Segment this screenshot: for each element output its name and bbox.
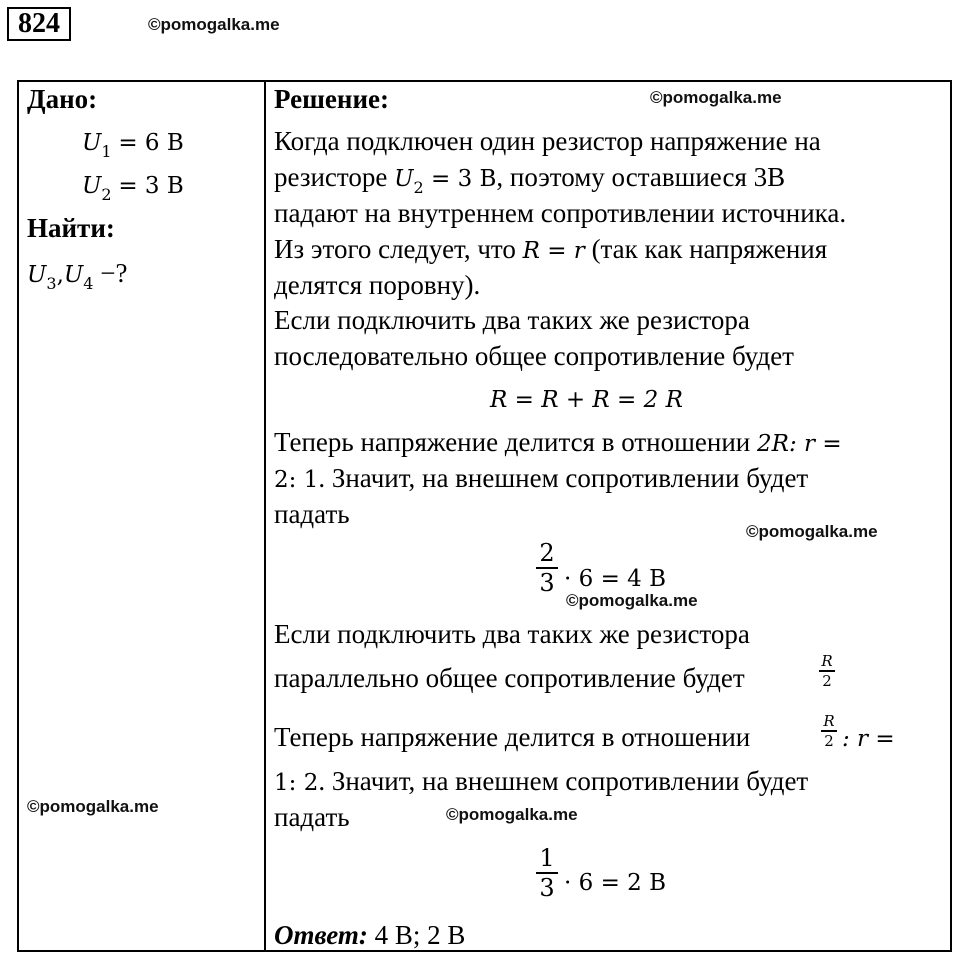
formula-result-1: · 6 = 4 В [564,566,666,592]
column-divider [264,80,266,952]
solution-line: параллельно общее сопротивление будет [274,663,745,693]
find-vars: $U_3,U_4$ −? [27,258,128,293]
solution-heading: Решение: [274,84,389,114]
solution-line: 1: 2. Значит, на внешнем сопротивлении будет [274,766,809,796]
fraction-two-thirds: 2 3 [536,539,558,597]
find-heading: Найти: [27,213,115,243]
watermark: ©pomogalka.me [746,522,878,541]
given-u2: $U_2 = 3$ В [82,173,184,204]
fraction-r-over-2: R 2 [819,652,835,690]
watermark: ©pomogalka.me [566,591,698,610]
solution-line: Из этого следует, что R = r (так как напряжения [274,234,828,264]
solution-line: Если подключить два таких же резистора [274,305,750,335]
fraction-r-over-2: R 2 [821,712,837,750]
solution-line: 2: 1. Значит, на внешнем сопротивлении будет [274,463,809,493]
solution-line: резисторе $U_2 = 3$ В, поэтому оставшиеся 3В [274,162,786,197]
solution-line: Если подключить два таких же резистора [274,619,750,649]
given-heading: Дано: [27,84,98,114]
ratio-tail: : r = [842,726,895,752]
solution-line: падают на внутреннем сопротивлении источника. [274,198,847,228]
watermark: ©pomogalka.me [148,15,280,34]
solution-line: делятся поровну). [274,270,481,300]
solution-line: Теперь напряжение делится в отношении 2R: r = [274,427,842,457]
watermark: ©pomogalka.me [446,805,578,824]
formula-result-2: · 6 = 2 В [564,870,666,896]
given-u1: $U_1 = 6$ В [82,130,184,161]
watermark: ©pomogalka.me [650,88,782,107]
solution-line: падать [274,802,350,832]
fraction-one-third: 1 3 [536,844,558,902]
answer: Ответ: 4 В; 2 В [274,920,466,950]
solution-line: последовательно общее сопротивление будет [274,341,794,371]
formula-series: R = R + R = 2 R [490,387,683,413]
solution-line: Теперь напряжение делится в отношении [274,722,751,752]
watermark: ©pomogalka.me [27,797,159,816]
solution-line: падать [274,499,350,529]
solution-line: Когда подключен один резистор напряжение на [274,126,821,156]
problem-number: 824 [7,7,71,41]
